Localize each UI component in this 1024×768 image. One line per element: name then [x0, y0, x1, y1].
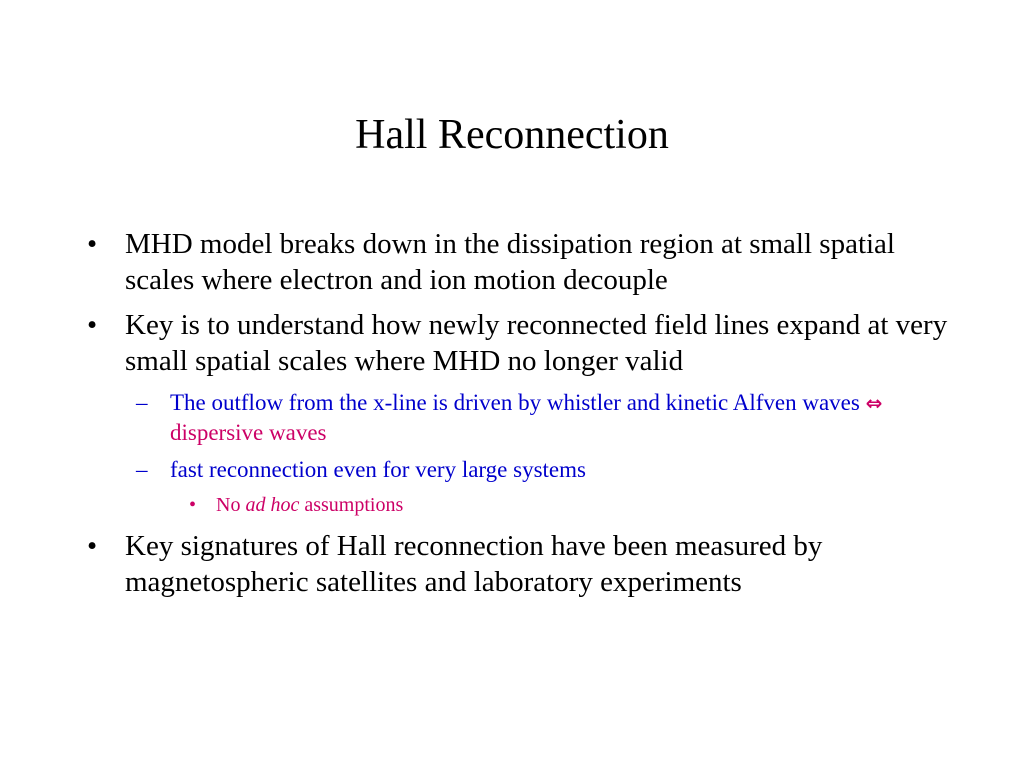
bullet-dot: • [87, 309, 98, 341]
slide-title: Hall Reconnection [355, 112, 669, 158]
assumptions-text: assumptions [304, 494, 404, 516]
ad-hoc-text: ad hoc [245, 494, 300, 516]
dispersive-waves-text: dispersive waves [170, 420, 327, 445]
sub-bullet-fast-reconnection-text: fast reconnection even for very large systems [170, 457, 586, 482]
bullet-dot: • [87, 228, 98, 260]
bullet-item-1-text: MHD model breaks down in the dissipation region at small spatial scales where electron and ion motion decouple [125, 228, 895, 296]
bullet-dot: • [87, 530, 98, 562]
bullet-item-2 [87, 307, 955, 379]
sub-sub-bullet-assumptions [189, 492, 916, 518]
sub-bullet-outflow-text: The outflow from the x-line is driven by whistler and kinetic Alfven waves [170, 390, 860, 415]
no-text: No [216, 494, 241, 516]
dash-bullet: – [136, 390, 148, 415]
slide-content [0, 226, 1024, 609]
sub-bullet-fast-reconnection [136, 455, 930, 484]
small-bullet-dot: • [189, 494, 197, 516]
bullet-item-3-text: Key signatures of Hall reconnection have been measured by magnetospheric satellites and laboratory experiments [125, 530, 823, 598]
bullet-item-1 [87, 226, 955, 298]
bullet-item-3 [87, 528, 955, 600]
sub-bullet-outflow [136, 388, 930, 447]
dash-bullet: – [136, 457, 148, 482]
bullet-item-2-text: Key is to understand how newly reconnected field lines expand at very small spatial scales where MHD no longer valid [125, 309, 948, 377]
double-arrow-icon: ⇔ [865, 391, 883, 415]
